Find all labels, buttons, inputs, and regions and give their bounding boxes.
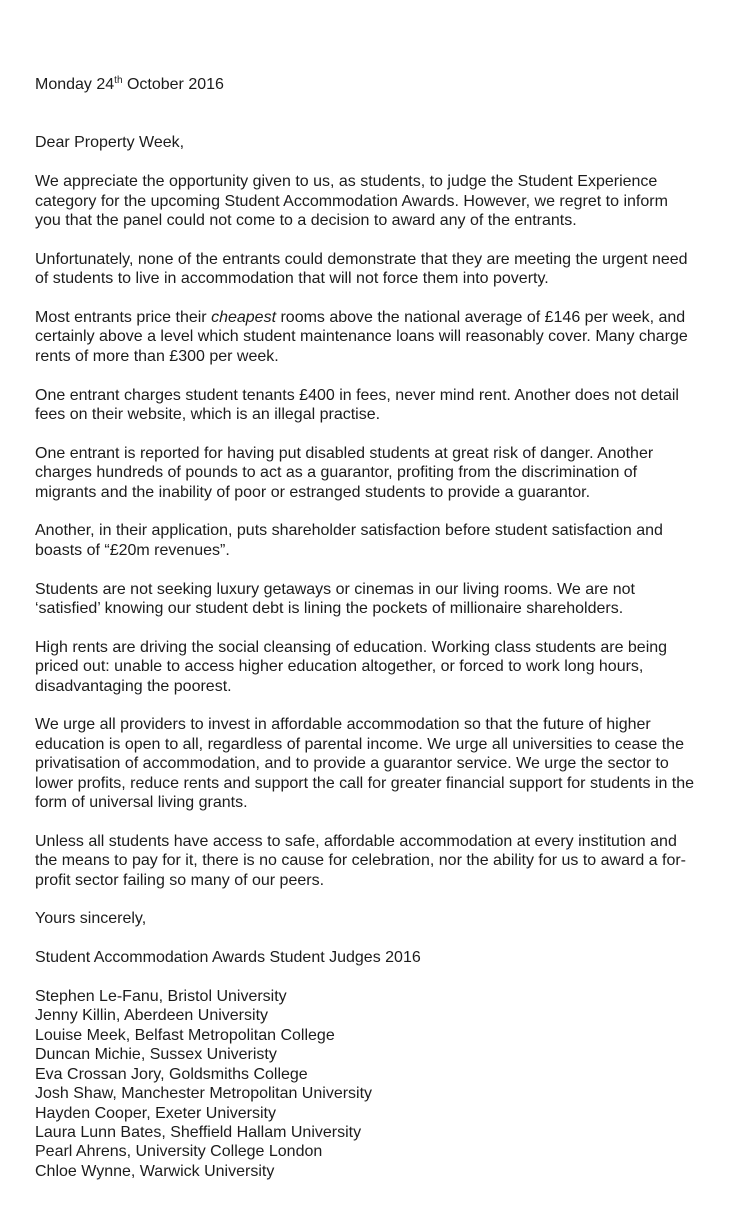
paragraph-line: lower profits, reduce rents and support the call for greater financial support for students in the — [35, 774, 695, 792]
signatory-line: Louise Meek, Belfast Metropolitan College — [35, 1026, 335, 1044]
paragraph-line: form of universal living grants. — [35, 794, 248, 812]
paragraph-line: fees on their website, which is an illegal practise. — [35, 406, 381, 424]
italic-emphasis: cheapest — [211, 309, 277, 327]
paragraph-line: rents of more than £300 per week. — [35, 347, 279, 365]
letter-date — [35, 75, 718, 94]
paragraph-line: One entrant is reported for having put disabled students at great risk of danger. Another — [35, 444, 654, 462]
paragraph-line: the means to pay for it, there is no cause for celebration, nor the ability for us to award a for- — [35, 852, 686, 870]
paragraph-line: migrants and the inability of poor or estranged students to provide a guarantor. — [35, 483, 591, 501]
paragraph — [35, 521, 718, 560]
signatory-line: Eva Crossan Jory, Goldsmiths College — [35, 1065, 308, 1083]
signatories — [35, 987, 718, 1181]
salutation: Dear Property Week, — [35, 134, 185, 152]
paragraph — [35, 580, 718, 619]
paragraph-line: Students are not seeking luxury getaways or cinemas in our living rooms. We are not — [35, 580, 635, 598]
date-suffix: October 2016 — [122, 76, 224, 93]
paragraph — [35, 172, 718, 230]
paragraph-line: ‘satisfied’ knowing our student debt is lining the pockets of millionaire shareholders. — [35, 600, 624, 618]
paragraph-line: of students to live in accommodation that will not force them into poverty. — [35, 270, 549, 288]
signatory-line: Pearl Ahrens, University College London — [35, 1143, 323, 1161]
paragraph-line: Another, in their application, puts shareholder satisfaction before student satisfaction and — [35, 522, 663, 540]
paragraph-line: category for the upcoming Student Accommodation Awards. However, we regret to inform — [35, 192, 668, 210]
paragraph — [35, 715, 718, 812]
paragraph — [35, 832, 718, 890]
paragraph — [35, 386, 718, 425]
paragraphs — [35, 172, 718, 890]
paragraph-line: priced out: unable to access higher education altogether, or forced to work long hours, — [35, 658, 644, 676]
paragraph-line — [35, 308, 718, 327]
signatory-line: Josh Shaw, Manchester Metropolitan University — [35, 1085, 373, 1103]
signatory-line: Laura Lunn Bates, Sheffield Hallam University — [35, 1123, 362, 1141]
paragraph-line: privatisation of accommodation, and to provide a guarantor service. We urge the sector to — [35, 755, 669, 773]
paragraph-line: We appreciate the opportunity given to us, as students, to judge the Student Experience — [35, 173, 658, 191]
paragraph-line: charges hundreds of pounds to act as a guarantor, profiting from the discrimination of — [35, 464, 638, 482]
signature-group-name: Student Accommodation Awards Student Judges 2016 — [35, 949, 421, 967]
paragraph-line: certainly above a level which student maintenance loans will reasonably cover. Many charge — [35, 328, 688, 346]
paragraph — [35, 250, 718, 289]
text-segment: rooms above the national average of £146 per week, and — [276, 309, 686, 327]
paragraph — [35, 638, 718, 696]
date-prefix: Monday 24 — [35, 76, 115, 93]
paragraph — [35, 308, 718, 366]
paragraph-line: education is open to all, regardless of parental income. We urge all universities to cease the — [35, 735, 684, 753]
signatory-line: Stephen Le-Fanu, Bristol University — [35, 988, 287, 1006]
signatory-line: Jenny Killin, Aberdeen University — [35, 1007, 269, 1025]
paragraph-line: you that the panel could not come to a decision to award any of the entrants. — [35, 212, 577, 230]
signatory-line: Duncan Michie, Sussex Univeristy — [35, 1046, 277, 1064]
paragraph-line: We urge all providers to invest in affordable accommodation so that the future of higher — [35, 716, 651, 734]
signatory-line: Hayden Cooper, Exeter University — [35, 1104, 276, 1122]
signatory-line: Chloe Wynne, Warwick University — [35, 1162, 275, 1180]
paragraph — [35, 444, 718, 502]
paragraph-line: Unfortunately, none of the entrants could demonstrate that they are meeting the urgent need — [35, 250, 688, 268]
paragraph-line: boasts of “£20m revenues”. — [35, 541, 230, 559]
paragraph-line: disadvantaging the poorest. — [35, 677, 232, 695]
closing: Yours sincerely, — [35, 910, 147, 928]
paragraph-line: profit sector failing so many of our peers. — [35, 871, 325, 889]
text-segment: Most entrants price their — [35, 309, 212, 327]
date-ordinal-superscript: th — [114, 75, 123, 86]
paragraph-line: Unless all students have access to safe, affordable accommodation at every institution and — [35, 832, 677, 850]
paragraph-line: One entrant charges student tenants £400 in fees, never mind rent. Another does not detail — [35, 386, 679, 404]
paragraph-line: High rents are driving the social cleansing of education. Working class students are being — [35, 638, 668, 656]
